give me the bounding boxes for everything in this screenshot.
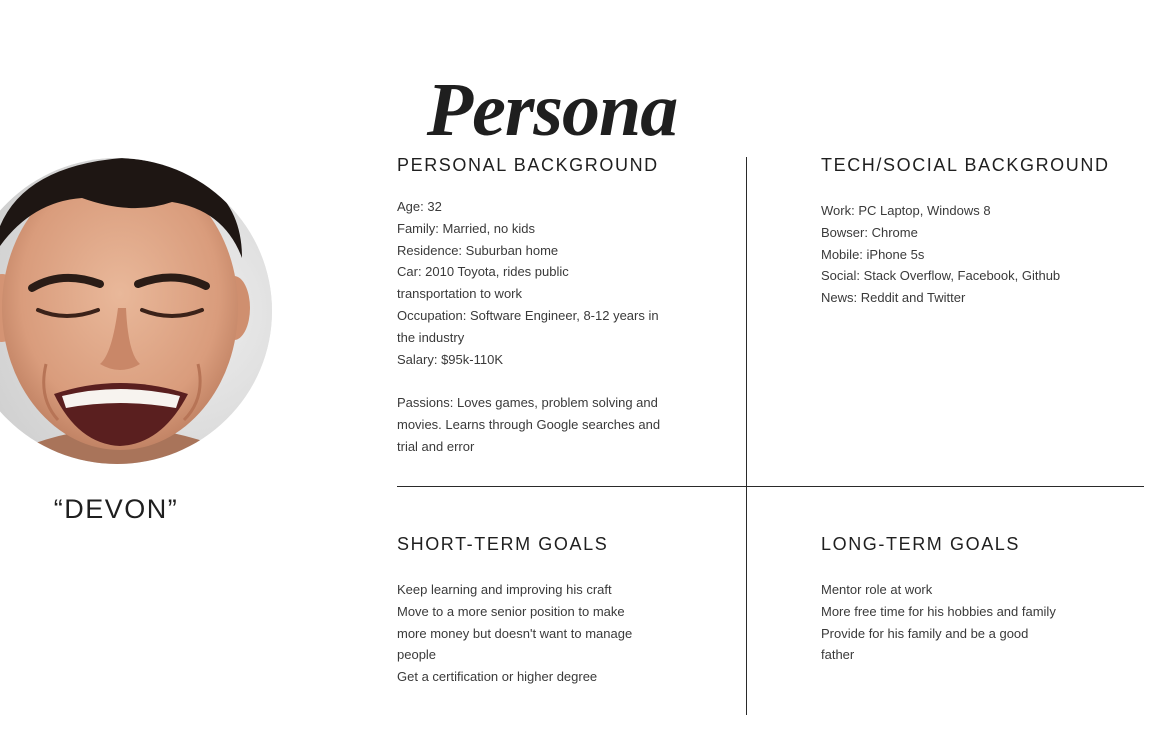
list-item: Move to a more senior position to make: [397, 603, 625, 619]
persona-name: “DEVON”: [53, 494, 179, 524]
list-item: Work: PC Laptop, Windows 8: [821, 203, 991, 218]
list-item: News: Reddit and Twitter: [821, 290, 966, 306]
horizontal-divider: [397, 486, 1144, 487]
list-item: More free time for his hobbies and family: [821, 603, 1056, 619]
list-item: father: [821, 647, 855, 663]
tech-social-background-section: [821, 154, 1121, 309]
list-item: Occupation: Software Engineer, 8-12 years in: [397, 307, 659, 323]
list-item: more money but doesn't want to manage: [397, 625, 633, 641]
section-heading: SHORT-TERM GOALS: [397, 534, 609, 554]
personal-background-list: [397, 196, 682, 458]
list-item: transportation to work: [397, 286, 523, 302]
long-term-goals-section: [821, 533, 1121, 666]
list-item: trial and error: [397, 438, 475, 454]
list-item: Get a certification or higher degree: [397, 669, 598, 685]
personal-background-section: [397, 154, 682, 458]
short-term-goals-list: [397, 579, 682, 688]
list-item: Residence: Suburban home: [397, 242, 559, 258]
list-item: Social: Stack Overflow, Facebook, Github: [821, 268, 1061, 284]
persona-photo: [0, 158, 272, 464]
list-item: Age: 32: [397, 199, 442, 214]
list-item: Car: 2010 Toyota, rides public: [397, 264, 569, 280]
short-term-goals-section: [397, 533, 682, 688]
list-item: Keep learning and improving his craft: [397, 582, 612, 597]
spacer: [397, 370, 682, 392]
section-heading: PERSONAL BACKGROUND: [397, 155, 659, 175]
vertical-divider: [746, 157, 747, 715]
list-item: Salary: $95k-110K: [397, 351, 503, 367]
list-item: Mentor role at work: [821, 582, 933, 597]
list-item: Family: Married, no kids: [397, 220, 535, 236]
page-title: Persona: [426, 67, 678, 152]
long-term-goals-list: [821, 579, 1121, 666]
list-item: Passions: Loves games, problem solving and: [397, 395, 658, 411]
tech-background-list: [821, 200, 1121, 309]
person-portrait-icon: [0, 158, 272, 464]
list-item: Provide for his family and be a good: [821, 625, 1029, 641]
list-item: people: [397, 647, 437, 663]
list-item: Bowser: Chrome: [821, 224, 918, 240]
list-item: the industry: [397, 329, 465, 345]
section-heading: LONG-TERM GOALS: [821, 534, 1021, 554]
list-item: movies. Learns through Google searches and: [397, 416, 661, 432]
section-heading: TECH/SOCIAL BACKGROUND: [821, 155, 1110, 175]
list-item: Mobile: iPhone 5s: [821, 246, 925, 262]
